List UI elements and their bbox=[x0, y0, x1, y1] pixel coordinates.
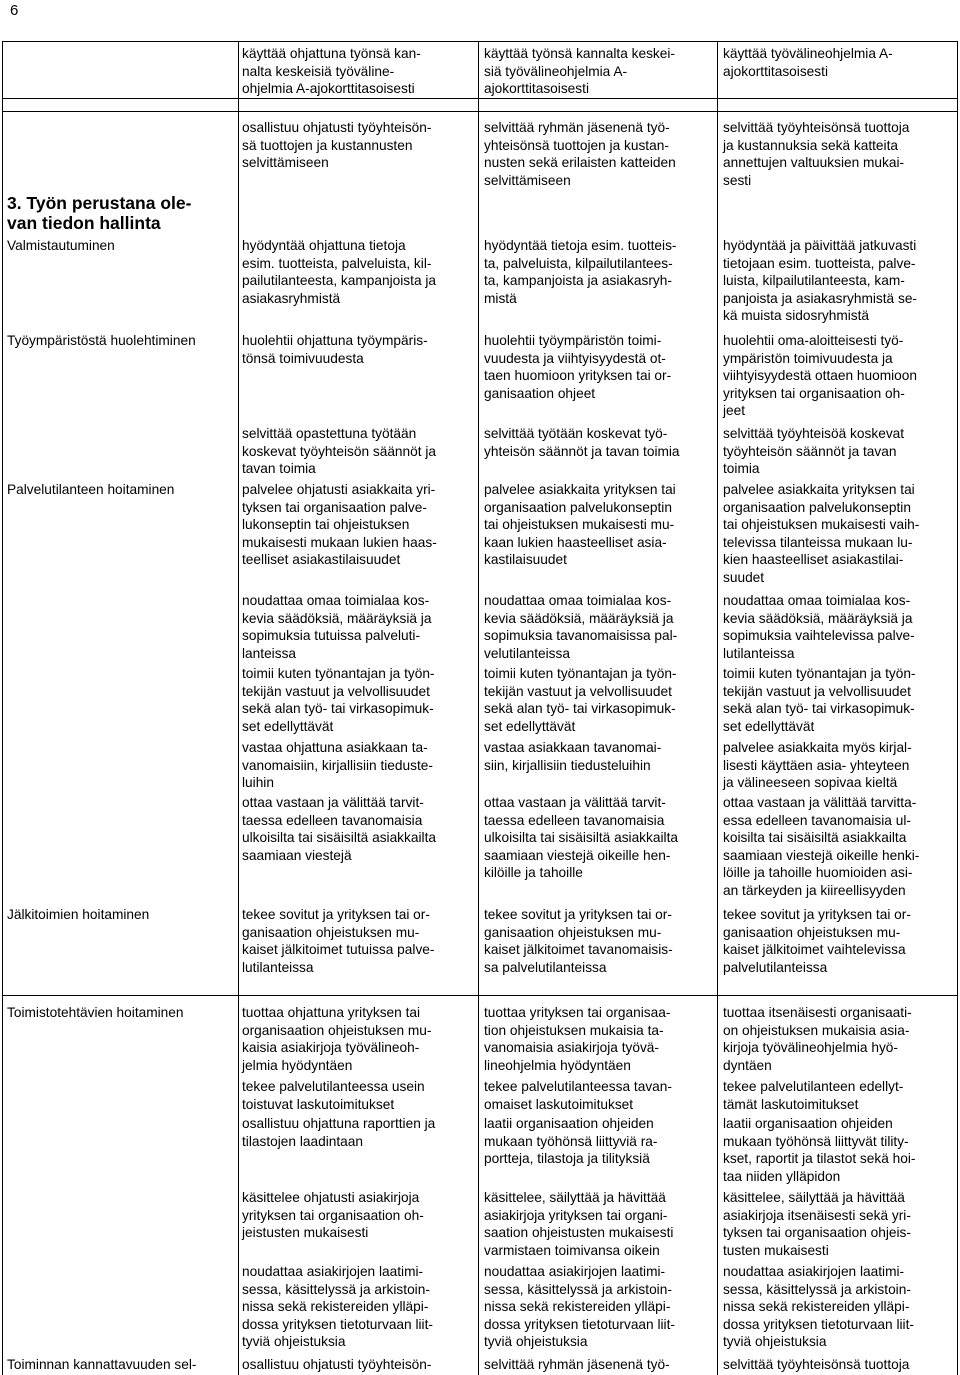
table-cell-col3: tekee palvelutilanteessa tavan- omaiset laskutoimitukset bbox=[484, 1079, 672, 1112]
table-cell-col4: palvelee asiakkaita yrityksen tai organisaation palvelukonseptin tai ohjeistuksen mukaisesti vaih- televissa tilanteissa mukaan lu- kien haasteelliset asiakastilai- suudet bbox=[723, 482, 920, 585]
table-cell-col4: hyödyntää ja päivittää jatkuvasti tietojaan esim. tuotteista, palve- luista, kilpailutilanteesta, kam- panjoista ja asiakasryhmistä se- kä muista sidosryhmistä bbox=[723, 238, 917, 324]
table-cell-col3: käyttää työnsä kannalta keskei- siä työvälineohjelmia A- ajokorttitasoisesti bbox=[484, 46, 675, 97]
table-cell-col3: noudattaa omaa toimialaa kos- kevia säädöksiä, määräyksiä ja sopimuksia tavanomaisissa pal- velutilanteissa bbox=[484, 593, 678, 661]
table-cell-col4: tuottaa itsenäisesti organisaati- on ohjeistuksen mukaisia asia- kirjoja työvälineohjelmia hyö- dyntäen bbox=[723, 1005, 912, 1073]
table-cell-col2: noudattaa asiakirjojen laatimi- sessa, käsittelyssä ja arkistoin- nissa sekä rekistereiden ylläpi- dossa yrityksen tietoturvaan liit- tyviä ohjeistuksia bbox=[242, 1264, 433, 1350]
table-cell-col4: selvittää työyhteisönsä tuottoja ja kustannuksia sekä katteita annettujen valtuuksien mukai- sesti bbox=[723, 120, 910, 188]
table-cell-col1: Toimistotehtävien hoitaminen bbox=[7, 1005, 184, 1020]
table-cell-col2: huolehtii ohjattuna työympäris- tönsä toimivuudesta bbox=[242, 333, 428, 366]
table-cell-col2: hyödyntää ohjattuna tietoja esim. tuotteista, palveluista, kil- pailutilanteesta, kampanjoista ja asiakasryhmistä bbox=[242, 238, 437, 306]
table-cell-col4: laatii organisaation ohjeiden mukaan työhönsä liittyvät tility- kset, raportit ja tilastot sekä hoi- taa niiden ylläpidon bbox=[723, 1116, 916, 1184]
table-cell-col2: ottaa vastaan ja välittää tarvit- taessa edelleen tavanomaisia ulkoisilta tai sisäisiltä asiakkailta saamiaan viestejä bbox=[242, 795, 436, 863]
table-cell-col3: hyödyntää tietoja esim. tuotteis- ta, palveluista, kilpailutilantees- ta, kampanjoista ja asiakasryh- mistä bbox=[484, 238, 677, 306]
table-cell-col2: käyttää ohjattuna työnsä kan- nalta keskeisiä työväline- ohjelmia A-ajokorttitasoisesti bbox=[242, 46, 421, 97]
table-cell-col2: toimii kuten työnantajan ja työn- tekijän vastuut ja velvollisuudet sekä alan työ- tai virkasopimuk- set edellyttävät bbox=[242, 666, 435, 734]
table-cell-col2: osallistuu ohjatusti työyhteisön- bbox=[242, 1357, 432, 1372]
table-cell-col1: Palvelutilanteen hoitaminen bbox=[7, 482, 175, 497]
table-cell-col2: noudattaa omaa toimialaa kos- kevia säädöksiä, määräyksiä ja sopimuksia tutuissa palveluti- lanteissa bbox=[242, 593, 432, 661]
table-cell-col4: käsittelee, säilyttää ja hävittää asiakirjoja itsenäisesti sekä yri- tyksen tai organisaation ohjeis- tusten mukaisesti bbox=[723, 1190, 911, 1258]
table-cell-col3: palvelee asiakkaita yrityksen tai organisaation palvelukonseptin tai ohjeistuksen mukaisesti mu- kaan lukien haasteelliset asia- kastilaisuudet bbox=[484, 482, 676, 568]
table-cell-col4: toimii kuten työnantajan ja työn- tekijän vastuut ja velvollisuudet sekä alan työ- tai virkasopimuk- set edellyttävät bbox=[723, 666, 916, 734]
table-cell-col4: ottaa vastaan ja välittää tarvitta- essa edelleen tavanomaisia ul- koisilta tai sisäisiltä asiakkailta saamiaan viestejä oikeille henki- löille ja tahoille huomioiden asi- an tärkeyden ja kiireellisyyden bbox=[723, 795, 920, 898]
section-heading: 3. Työn perustana ole- van tiedon hallinta bbox=[7, 193, 192, 233]
table-cell-col2: tekee sovitut ja yrityksen tai or- ganisaation ohjeistuksen mu- kaiset jälkitoimet tutuissa palve- lutilanteissa bbox=[242, 907, 435, 975]
table-cell-col3: selvittää ryhmän jäsenenä työ- yhteisönsä tuottojen ja kustan- nusten sekä erilaisten katteiden selvittämiseen bbox=[484, 120, 676, 188]
page-number: 6 bbox=[10, 2, 19, 19]
table-cell-col4: huolehtii oma-aloitteisesti työ- ympäristön toimivuudesta ja viihtyisyydestä ottaen huomioon yrityksen tai organisaation oh- jeet bbox=[723, 333, 918, 419]
table-cell-col3: tuottaa yrityksen tai organisaa- tion ohjeistuksen mukaisia ta- vanomaisia asiakirjoja työvä- lineohjelmia hyödyntäen bbox=[484, 1005, 671, 1073]
table-cell-col3: huolehtii työympäristön toimi- vuudesta ja viihtyisyydestä ot- taen huomioon yrityksen tai or- ganisaation ohjeet bbox=[484, 333, 672, 401]
table-cell-col4: palvelee asiakkaita myös kirjal- lisesti käyttäen asia- yhteyteen ja välineeseen sopivaa kieltä bbox=[723, 740, 912, 791]
table-cell-col3: toimii kuten työnantajan ja työn- tekijän vastuut ja velvollisuudet sekä alan työ- tai virkasopimuk- set edellyttävät bbox=[484, 666, 677, 734]
table-cell-col3: selvittää työtään koskevat työ- yhteisön säännöt ja tavan toimia bbox=[484, 426, 680, 459]
table-cell-col1: Toiminnan kannattavuuden sel- bbox=[7, 1357, 197, 1372]
table-cell-col2: tuottaa ohjattuna yrityksen tai organisaation ohjeistuksen mu- kaisia asiakirjoja työvälineoh- jelmia hyödyntäen bbox=[242, 1005, 432, 1073]
table-cell-col4: tekee sovitut ja yrityksen tai or- ganisaation ohjeistuksen mu- kaiset jälkitoimet vaihtelevissa palvelutilanteissa bbox=[723, 907, 911, 975]
table-cell-col1: Jälkitoimien hoitaminen bbox=[7, 907, 150, 922]
table-cell-col1: Työympäristöstä huolehtiminen bbox=[7, 333, 196, 348]
table-cell-col2: tekee palvelutilanteessa usein toistuvat laskutoimitukset bbox=[242, 1079, 425, 1112]
table-cell-col2: selvittää opastettuna työtään koskevat työyhteisön säännöt ja tavan toimia bbox=[242, 426, 437, 477]
table-cell-col4: tekee palvelutilanteen edellyt- tämät laskutoimitukset bbox=[723, 1079, 904, 1112]
table-cell-col3: vastaa asiakkaan tavanomai- siin, kirjallisiin tiedusteluihin bbox=[484, 740, 662, 773]
table-cell-col3: laatii organisaation ohjeiden mukaan työhönsä liittyviä ra- portteja, tilastoja ja tilityksiä bbox=[484, 1116, 658, 1167]
table-cell-col4: noudattaa asiakirjojen laatimi- sessa, käsittelyssä ja arkistoin- nissa sekä rekistereiden ylläpi- dossa yrityksen tietoturvaan liit- tyviä ohjeistuksia bbox=[723, 1264, 914, 1350]
table-cell-col3: noudattaa asiakirjojen laatimi- sessa, käsittelyssä ja arkistoin- nissa sekä rekistereiden ylläpi- dossa yrityksen tietoturvaan liit- tyviä ohjeistuksia bbox=[484, 1264, 675, 1350]
table-cell-col3: selvittää ryhmän jäsenenä työ- bbox=[484, 1357, 670, 1372]
table-cell-col3: käsittelee, säilyttää ja hävittää asiakirjoja yrityksen tai organi- saation ohjeistusten mukaisesti varmistaen toimivansa oikein bbox=[484, 1190, 674, 1258]
table-cell-col2: käsittelee ohjatusti asiakirjoja yrityksen tai organisaation oh- jeistusten mukaisesti bbox=[242, 1190, 424, 1241]
table-cell-col2: osallistuu ohjattuna raporttien ja tilastojen laadintaan bbox=[242, 1116, 436, 1149]
table-cell-col4: selvittää työyhteisöä koskevat työyhteisön säännöt ja tavan toimia bbox=[723, 426, 905, 477]
table-cell-col4: käyttää työvälineohjelmia A- ajokorttitasoisesti bbox=[723, 46, 893, 79]
table-cell-col3: tekee sovitut ja yrityksen tai or- ganisaation ohjeistuksen mu- kaiset jälkitoimet tavanomaisis- sa palvelutilanteissa bbox=[484, 907, 673, 975]
table-cell-col2: palvelee ohjatusti asiakkaita yri- tyksen tai organisaation palve- lukonseptin tai ohjeistuksen mukaisesti mukaan lukien haas- teelliset asiakastilaisuudet bbox=[242, 482, 437, 568]
table-cell-col4: selvittää työyhteisönsä tuottoja bbox=[723, 1357, 910, 1372]
table-cell-col3: ottaa vastaan ja välittää tarvit- taessa edelleen tavanomaisia ulkoisilta tai sisäisiltä asiakkailta saamiaan viestejä oikeille hen- kilöille ja tahoille bbox=[484, 795, 678, 881]
table-cell-col2: vastaa ohjattuna asiakkaan ta- vanomaisiin, kirjallisiin tieduste- luihin bbox=[242, 740, 433, 791]
table-cell-col2: osallistuu ohjatusti työyhteisön- sä tuottojen ja kustannusten selvittämiseen bbox=[242, 120, 432, 171]
table-cell-col4: noudattaa omaa toimialaa kos- kevia säädöksiä, määräyksiä ja sopimuksia vaihtelevissa palve- lutilanteissa bbox=[723, 593, 915, 661]
table-cell-col1: Valmistautuminen bbox=[7, 238, 115, 253]
